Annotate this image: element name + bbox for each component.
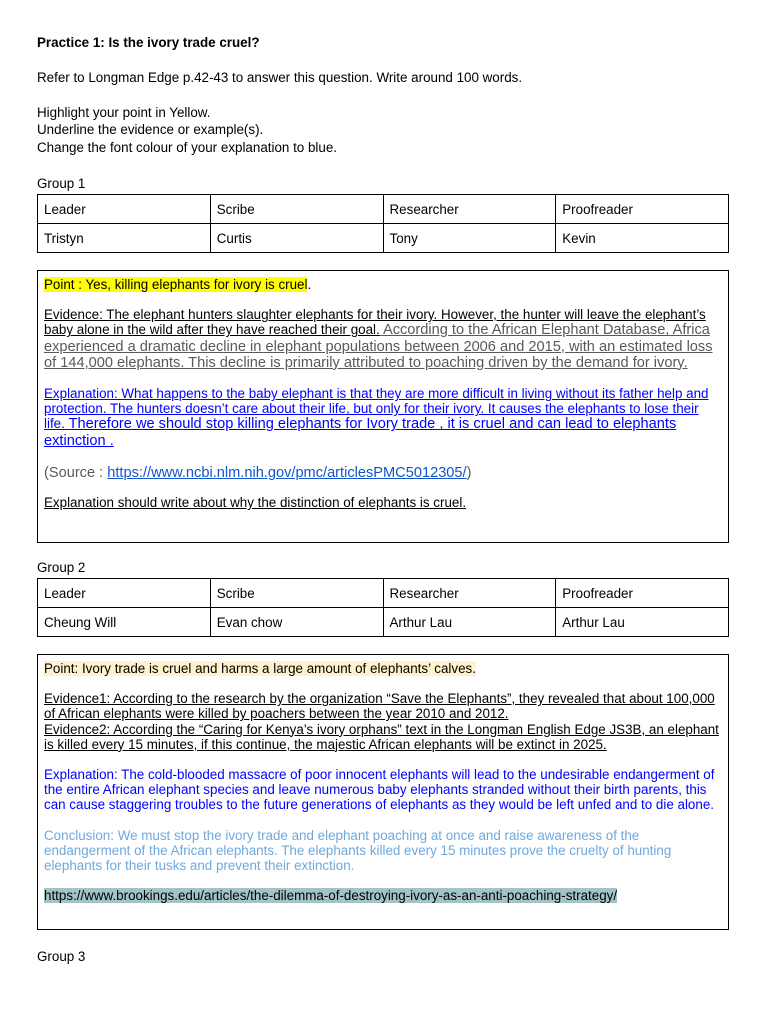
group2-url [44, 888, 722, 903]
group2-explanation: Explanation: The cold-blooded massacre of poor innocent elephants will lead to the undesirable endangerment of the entire African elephant species and leave numerous baby elephants stranded without their birth parents, this can cause staggering troubles to the future generations of elephants as they would be left unfed and to die alone. [44, 767, 715, 813]
member-researcher: Arthur Lau [383, 608, 556, 637]
point-end: . [307, 277, 312, 292]
group2-roles-table [37, 578, 729, 637]
group2-point [44, 661, 722, 676]
role-header-proofreader: Proofreader [556, 579, 729, 608]
table-row [38, 224, 729, 253]
member-proofreader: Arthur Lau [556, 608, 729, 637]
reference-link[interactable]: https://www.brookings.edu/articles/the-dilemma-of-destroying-ivory-as-an-anti-poaching-strategy/ [44, 888, 618, 904]
evidence-text: Evidence: The elephant hunters slaughter elephants for their ivory. However, the hunter will leave the elephant’s baby alone in the wild after they have reached their goal. [44, 307, 706, 338]
group2-evidence1: Evidence1: According to the research by the organization “Save the Elephants”, they revealed that about 100,000 of African elephants were killed by poachers between the year 2010 and 2012. [44, 691, 715, 722]
group1-label: Group 1 [37, 176, 86, 191]
explanation-text: Explanation: What happens to the baby elephant is that they are more difficult in living without its father help and protection. The hunters doesn’t care about their life, but only for their ivory. It causes the elephants to lose their life. [44, 386, 709, 432]
source-suffix: ) [466, 464, 472, 481]
group3-label: Group 3 [37, 949, 86, 964]
role-header-leader: Leader [38, 579, 211, 608]
role-header-researcher: Researcher [383, 195, 556, 224]
group1-roles-table [37, 194, 729, 253]
role-header-scribe: Scribe [210, 579, 383, 608]
evidence-research: According to the African Elephant Database, Africa experienced a dramatic decline in elephant populations between 2006 and 2015, with an estimated loss of 144,000 elephants. This decline is primarily attributed to poaching driven by the demand for ivory. [44, 322, 713, 371]
instruction-underline: Underline the evidence or example(s). [37, 122, 264, 137]
point-highlight: Point : Yes, killing elephants for ivory is cruel [44, 277, 308, 292]
group1-note: Explanation should write about why the distinction of elephants is cruel. [44, 495, 467, 511]
member-leader: Cheung Will [38, 608, 211, 637]
member-scribe: Evan chow [210, 608, 383, 637]
table-row [38, 195, 729, 224]
group2-answer-box [37, 654, 729, 930]
member-scribe: Curtis [210, 224, 383, 253]
group1-evidence [44, 307, 722, 371]
member-leader: Tristyn [38, 224, 211, 253]
role-header-scribe: Scribe [210, 195, 383, 224]
instruction-highlight: Highlight your point in Yellow. [37, 105, 211, 120]
page-title: Practice 1: Is the ivory trade cruel? [37, 35, 260, 50]
explanation-conclusion: Therefore we should stop killing elephants for Ivory trade , it is cruel and can lead to elephants extinction . [44, 416, 677, 449]
group2-label: Group 2 [37, 560, 86, 575]
role-header-proofreader: Proofreader [556, 195, 729, 224]
group1-explanation [44, 386, 722, 449]
role-header-researcher: Researcher [383, 579, 556, 608]
group2-conclusion: Conclusion: We must stop the ivory trade and elephant poaching at once and raise awareness of the endangerment of the African elephants. The elephants killed every 15 minutes prove the cruelty of hunting elephants for their tusks and prevent their extinction. [44, 827, 672, 874]
source-link[interactable]: https://www.ncbi.nlm.nih.gov/pmc/articlesPMC5012305/ [107, 464, 467, 481]
table-row [38, 579, 729, 608]
member-proofreader: Kevin [556, 224, 729, 253]
group1-source [44, 466, 722, 481]
point-highlight: Point: Ivory trade is cruel and harms a large amount of elephants’ calves. [44, 661, 476, 676]
group1-point [44, 277, 722, 292]
source-prefix: (Source : [44, 464, 108, 481]
role-header-leader: Leader [38, 195, 211, 224]
instruction-refer: Refer to Longman Edge p.42-43 to answer this question. Write around 100 words. [37, 70, 523, 85]
group1-answer-box [37, 270, 729, 543]
member-researcher: Tony [383, 224, 556, 253]
table-row [38, 608, 729, 637]
instruction-colour: Change the font colour of your explanation to blue. [37, 140, 338, 155]
group2-evidence2: Evidence2: According the “Caring for Kenya’s ivory orphans” text in the Longman English Edge JS3B, an elephant is killed every 15 minutes, if this continue, the majestic African elephants will be extinct in 2025. [44, 721, 719, 752]
